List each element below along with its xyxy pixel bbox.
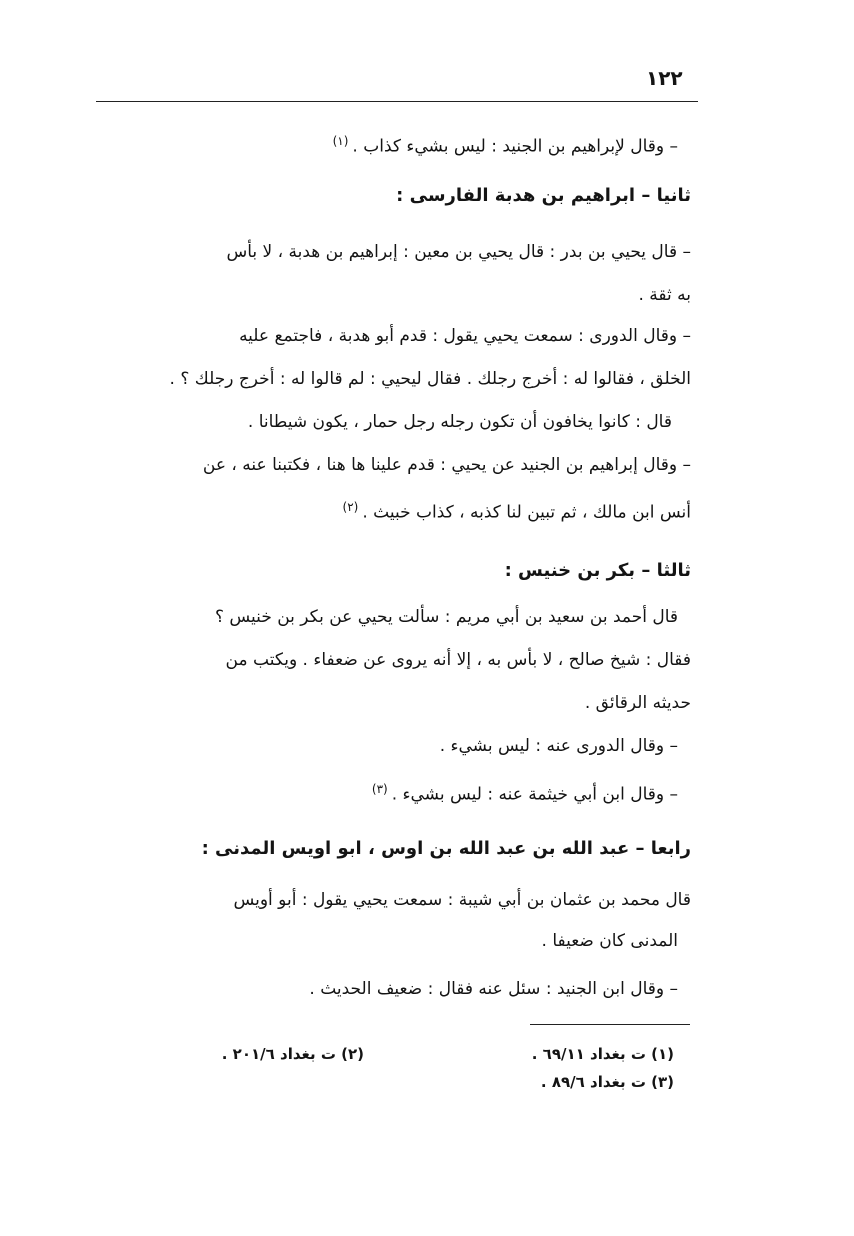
text-line: به ثقة . bbox=[638, 285, 691, 305]
footnote-ref: (٢) bbox=[342, 500, 359, 514]
text-line: – وقال الدورى عنه : ليس بشيء . bbox=[439, 736, 678, 756]
text-line: – وقال ابن أبي خيثمة عنه : ليس بشيء .$^{(٣)}$ bbox=[371, 782, 678, 805]
text-line: المدنى كان ضعيفا . bbox=[541, 931, 678, 951]
footnote-ref: (١) bbox=[332, 134, 349, 148]
text-line: – قال يحيي بن بدر : قال يحيي بن معين : إبراهيم بن هدبة ، لا بأس bbox=[226, 242, 691, 262]
text-line: – وقال ابن الجنيد : سئل عنه فقال : ضعيف الحديث . bbox=[309, 979, 678, 999]
text-line: قال أحمد بن سعيد بن أبي مريم : سألت يحيي عن بكر بن خنيس ؟ bbox=[214, 607, 678, 627]
text-line: فقال : شيخ صالح ، لا بأس به ، إلا أنه يروى عن ضعفاء . ويكتب من bbox=[225, 650, 691, 670]
footnote-rule bbox=[530, 1024, 690, 1025]
footnote-ref: (٣) bbox=[371, 782, 388, 796]
text-line: قال : كانوا يخافون أن تكون رجله رجل حمار ، يكون شيطانا . bbox=[247, 412, 672, 432]
section-heading: ثانيا – ابراهيم بن هدبة الفارسى : bbox=[396, 185, 691, 206]
section-heading: ثالثا – بكر بن خنيس : bbox=[504, 560, 691, 581]
footnote-1: (١) ت بغداد ٦٩/١١ . bbox=[531, 1045, 674, 1063]
text-line: – وقال إبراهيم بن الجنيد عن يحيي : قدم علينا ها هنا ، فكتبنا عنه ، عن bbox=[202, 455, 691, 475]
text-line: الخلق ، فقالوا له : أخرج رجلك . فقال ليحيي : لم قالوا له : أخرج رجلك ؟ . bbox=[169, 369, 691, 389]
page-number: ١٢٢ bbox=[646, 66, 683, 90]
header-rule bbox=[96, 101, 698, 102]
text-line: – وقال الدورى : سمعت يحيي يقول : قدم أبو هدبة ، فاجتمع عليه bbox=[239, 326, 691, 346]
text-line: أنس ابن مالك ، ثم تبين لنا كذبه ، كذاب خبيث .$^{(٢)}$ bbox=[342, 500, 691, 523]
text-line: – وقال لإبراهيم بن الجنيد : ليس بشيء كذاب .$^{(١)}$ bbox=[332, 134, 678, 157]
text-line: حديثه الرقائق . bbox=[584, 693, 691, 713]
text-line: قال محمد بن عثمان بن أبي شيبة : سمعت يحيي يقول : أبو أويس bbox=[233, 890, 691, 910]
section-heading: رابعا – عبد الله بن عبد الله بن اوس ، ابو اويس المدنى : bbox=[201, 838, 691, 859]
footnote-2: (٢) ت بغداد ٢٠١/٦ . bbox=[221, 1045, 364, 1063]
footnote-3: (٣) ت بغداد ٨٩/٦ . bbox=[540, 1073, 674, 1091]
